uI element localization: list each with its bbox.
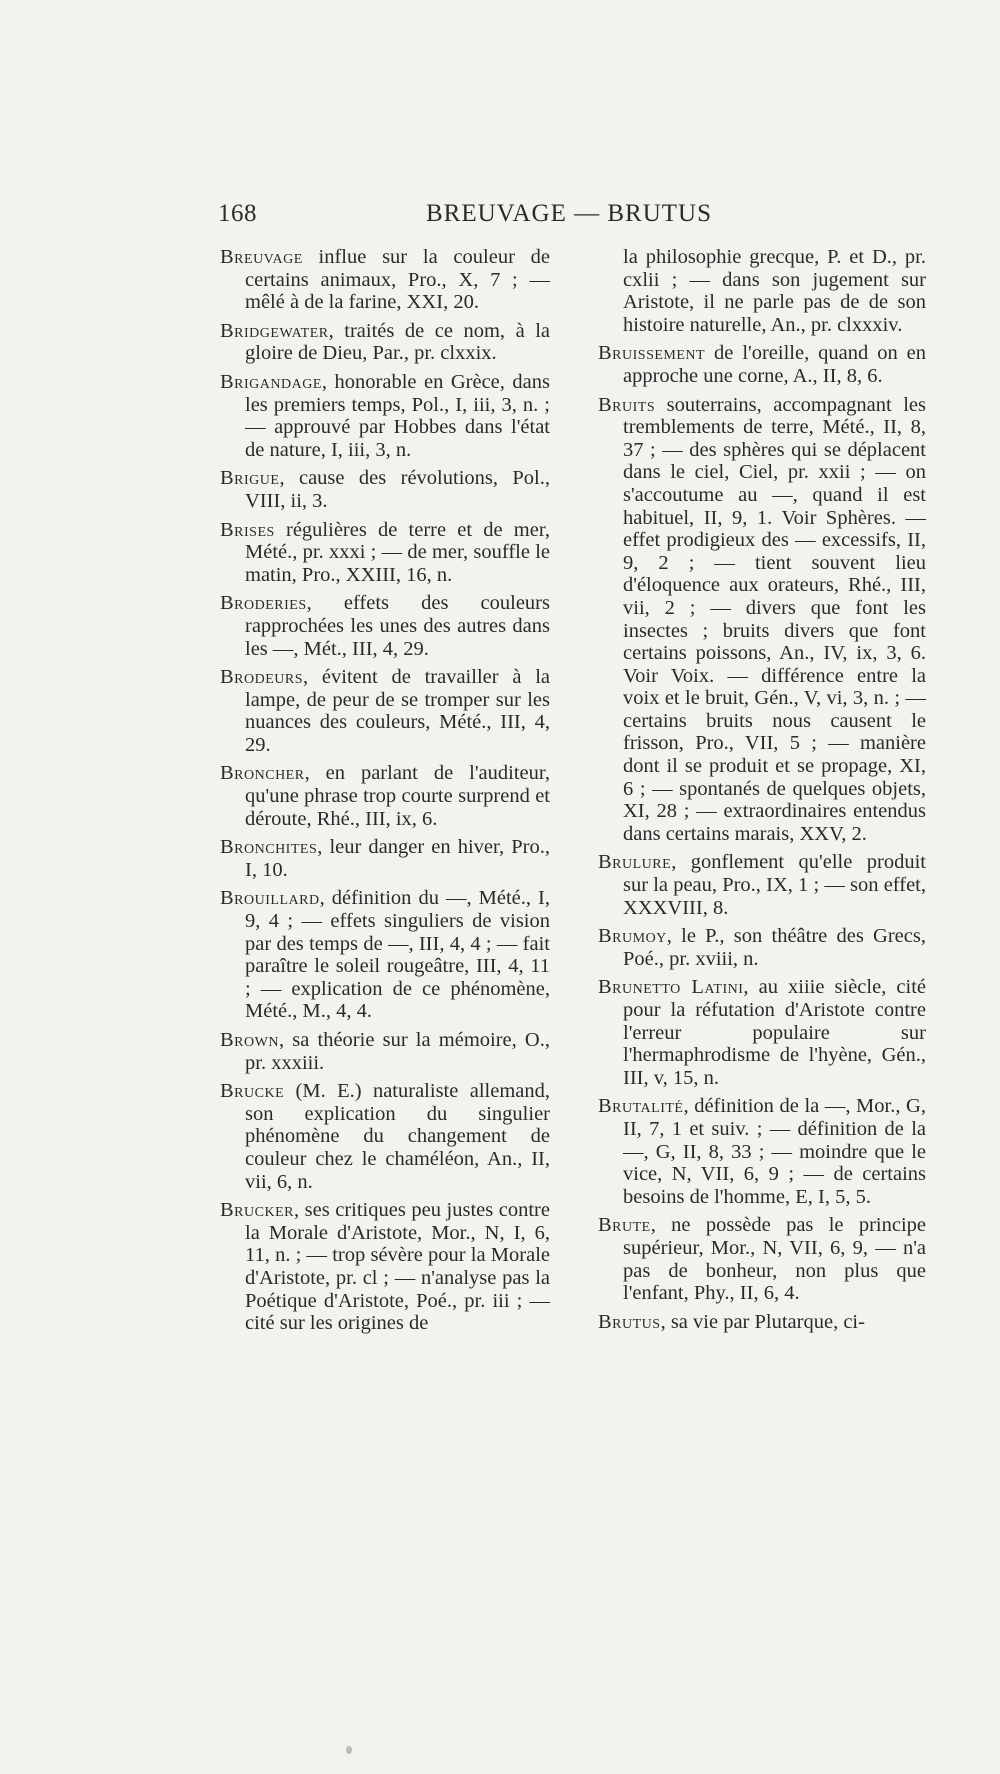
entry-text: influe sur la couleur de certains animaux, Pro., X, 7 ; — mêlé à de la farine, XXI, 20. — [245, 246, 550, 314]
index-entry — [598, 394, 926, 846]
index-entry — [220, 1080, 550, 1193]
entry-text: , honorable en Grèce, dans les premiers temps, Pol., I, iii, 3, n. ; — approuvé par Hobbes dans l'état de nature, I, iii, 3, n. — [245, 370, 550, 461]
entry-headword: Brigandage — [220, 370, 322, 393]
entry-headword: Brodeurs — [220, 666, 304, 689]
entry-text: , ses critiques peu justes contre la Morale d'Aristote, Mor., N, I, 6, 11, n. ; — trop sévère pour la Morale d'Aristote, pr. cl ; — n'analyse pas la Poétique d'Aristote, Poé., pr. iii ; — cité sur les origines de — [245, 1199, 550, 1335]
index-entry — [598, 1095, 926, 1208]
entry-headword: Bruits — [598, 393, 656, 416]
entry-headword: Brucker — [220, 1199, 294, 1222]
index-entry — [598, 925, 926, 970]
entry-text: , définition du —, Mété., I, 9, 4 ; — effets singuliers de vision par des temps de —, III, 4, 4 ; — fait paraître le soleil rougeâtre, III, 4, 11 ; — explication de ce phénomène, Mété., M., 4, 4. — [245, 887, 550, 1023]
entry-headword: Bronchites — [220, 836, 318, 859]
index-entry — [220, 320, 550, 365]
entry-text: , leur danger en hiver, Pro., I, 10. — [245, 836, 550, 881]
index-entry — [598, 976, 926, 1089]
index-entry — [220, 371, 550, 461]
entry-headword: Bruissement — [598, 342, 706, 365]
entry-text: de l'oreille, quand on en approche une corne, A., II, 8, 6. — [623, 342, 926, 387]
entry-headword: Brigue — [220, 467, 280, 490]
entry-text: la philosophie grecque, P. et D., pr. cxlii ; — dans son jugement sur Aristote, il ne parle pas de de son histoire naturelle, An., pr. clxxxiv. — [623, 246, 926, 336]
index-entry — [220, 1029, 550, 1074]
index-entry — [220, 887, 550, 1023]
index-entry — [598, 1311, 926, 1334]
entry-headword: Brucke — [220, 1080, 285, 1103]
entry-headword: Brises — [220, 518, 275, 541]
entry-headword: Brutalité — [598, 1095, 684, 1118]
left-column — [220, 246, 550, 1341]
page-number: 168 — [218, 200, 257, 227]
index-entry — [598, 342, 926, 387]
index-entry — [220, 519, 550, 587]
entry-headword: Breuvage — [220, 246, 303, 268]
entry-headword: Broncher — [220, 762, 305, 785]
entry-text: , effets des couleurs rapprochées les unes des autres dans les —, Mét., III, 4, 29. — [245, 592, 550, 660]
index-entry — [220, 762, 550, 830]
entry-text: régulières de terre et de mer, Mété., pr. xxxi ; — de mer, souffle le matin, Pro., XXIII, 16, n. — [245, 518, 550, 586]
page-mark — [346, 1746, 352, 1754]
entry-headword: Brouillard — [220, 887, 320, 910]
running-head: BREUVAGE — BRUTUS — [426, 200, 713, 227]
entry-headword: Bridgewater — [220, 319, 329, 342]
index-entry — [220, 246, 550, 314]
entry-text: souterrains, accompagnant les tremblements de terre, Mété., II, 8, 37 ; — des sphères qui se déplacent dans le ciel, Ciel, pr. xxii ; — on s'accoutume au —, quand il est habituel, II, 9, 1. Voir Sphères. — effet prodigieux des — excessifs, II, 9, 2 ; — tient souvent lieu d'éloquence aux orateurs, Rhé., III, vii, 2 ; — divers que font les insectes ; bruits divers que font certains poissons, An., IV, ix, 3, 6. Voir Voix. — différence entre la voix et le bruit, Gén., V, vi, 3, n. ; — certains bruits nous causent le frisson, Pro., VII, 5 ; — manière dont il se produit et se propage, XI, 6 ; — spontanés de quelques objets, XI, 28 ; — extraordinaires entendus dans certains marais, XXV, 2. — [623, 393, 926, 845]
index-entry — [598, 246, 926, 336]
entry-text: , évitent de travailler à la lampe, de peur de se tromper sur les nuances des couleurs, Mété., III, 4, 29. — [245, 666, 550, 756]
index-entry — [220, 836, 550, 881]
entry-text: , cause des révolutions, Pol., VIII, ii, 3. — [245, 467, 550, 512]
entry-text: , sa théorie sur la mémoire, O., pr. xxxiii. — [245, 1029, 550, 1074]
index-entry — [598, 1214, 926, 1304]
entry-text: , en parlant de l'auditeur, qu'une phrase trop courte surprend et déroute, Rhé., III, ix, 6. — [245, 762, 550, 830]
entry-headword: Brutus — [598, 1310, 661, 1333]
entry-text: , définition de la —, Mor., G, II, 7, 1 et suiv. ; — définition de la —, G, II, 8, 33 ; — moindre que le vice, N, VII, 6, 9 ; — de certains besoins de l'homme, E, I, 5, 5. — [623, 1095, 926, 1208]
entry-headword: Brunetto Latini — [598, 976, 744, 999]
index-entry — [220, 467, 550, 512]
index-entry — [220, 592, 550, 660]
page-header — [218, 200, 908, 240]
entry-headword: Brumoy — [598, 925, 667, 948]
entry-headword: Brute — [598, 1214, 651, 1237]
entry-text: , au xiiie siècle, cité pour la réfutation d'Aristote contre l'erreur populaire sur l'hermaphrodisme de l'hyène, Gén., III, v, 15, n. — [623, 976, 926, 1089]
entry-text: , gonflement qu'elle produit sur la peau, Pro., IX, 1 ; — son effet, XXXVIII, 8. — [623, 851, 926, 919]
entry-headword: Brown — [220, 1029, 279, 1051]
entry-text: , le P., son théâtre des Grecs, Poé., pr. xviii, n. — [623, 925, 926, 970]
entry-text: , traités de ce nom, à la gloire de Dieu, Par., pr. clxxix. — [245, 319, 550, 365]
index-entry — [220, 1199, 550, 1335]
entry-text: , sa vie par Plutarque, ci- — [660, 1310, 865, 1333]
index-entry — [598, 851, 926, 919]
entry-headword: Brulure — [598, 851, 672, 874]
entry-text: (M. E.) naturaliste allemand, son explication du singulier phénomène du changement de couleur chez le chaméléon, An., II, vii, 6, n. — [245, 1080, 550, 1193]
right-column — [598, 246, 926, 1339]
entry-text: , ne possède pas le principe supérieur, Mor., N, VII, 6, 9, — n'a pas de bonheur, non plus que l'enfant, Phy., II, 6, 4. — [623, 1214, 926, 1305]
index-entry — [220, 666, 550, 756]
entry-headword: Broderies — [220, 592, 307, 615]
